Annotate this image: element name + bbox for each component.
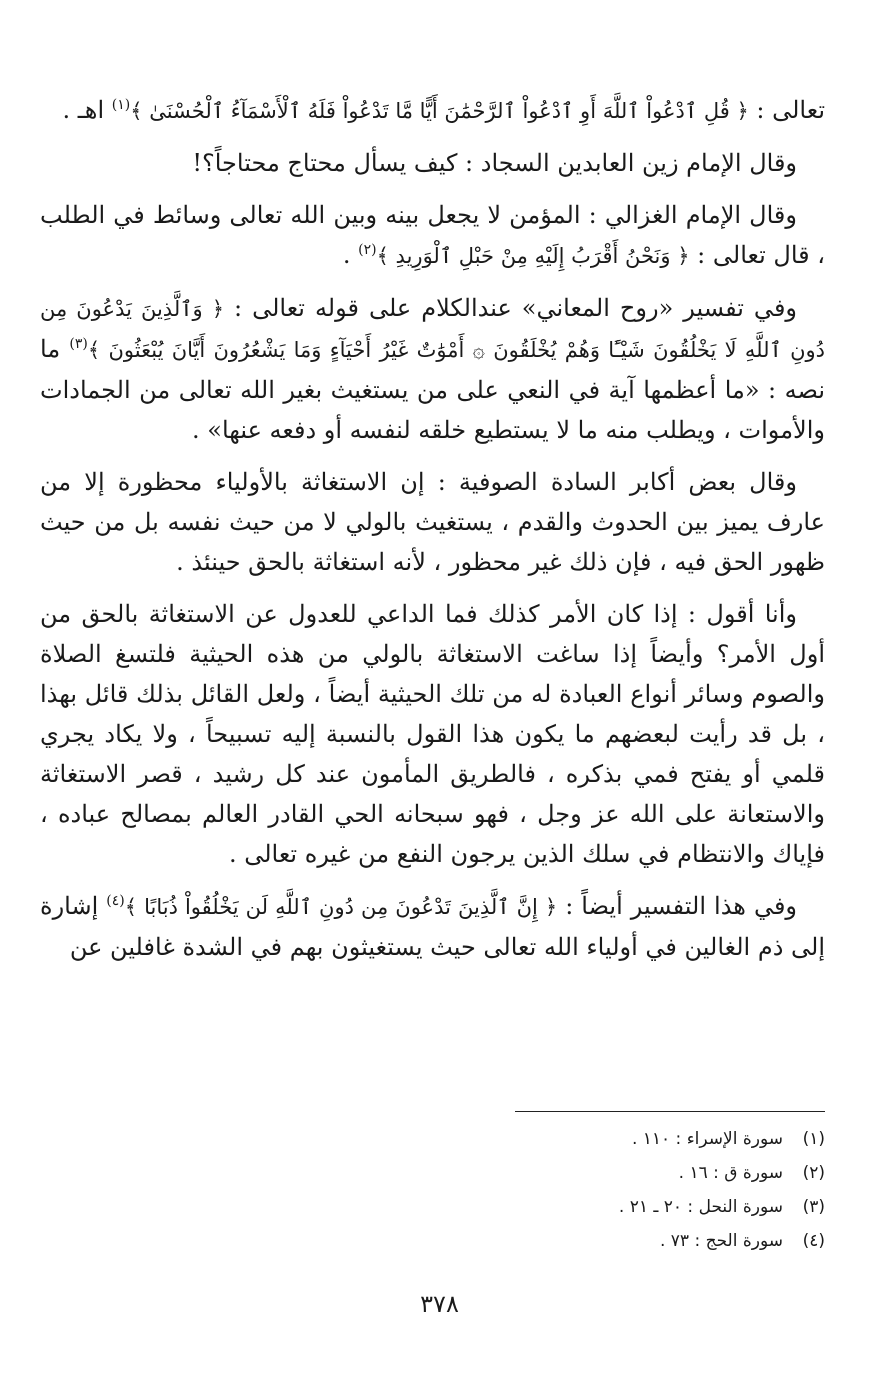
paragraph-text: وقال الإمام الغزالي : المؤمن لا يجعل بينه وبين الله تعالى وسائط في الطلب ، قال تعالى :	[40, 201, 825, 269]
footnote-item	[400, 1190, 825, 1224]
footnotes	[400, 1122, 825, 1258]
paragraph	[40, 594, 825, 874]
footnote-reference: (٢)	[358, 242, 377, 258]
footnote-text: سورة الإسراء : ١١٠ .	[631, 1129, 783, 1149]
footnote-reference: (١)	[111, 97, 131, 113]
paragraph-text: .	[342, 241, 359, 269]
paragraph-text: وأنا أقول : إذا كان الأمر كذلك فما الداعي للعدول عن الاستغاثة بالحق من أول الأمر؟ وأيضاً إذا ساغت الاستغاثة بالولي من هذه الحيثية فلتسغ الصلاة والصوم وسائر أنواع العبادة له من تلك الحيثية أيضاً ، ولعل القائل بذلك قائل بهذا ، بل قد رأيت لبعضهم ما يكون هذا القول بالنسبة إليه تسبيحاً ، ولا يكاد يجري قلمي أو يفتح فمي بذكره ، فالطريق المأمون عند كل رشيد ، قصر الاستغاثة والاستعانة على الله عز وجل ، فهو سبحانه الحي القادر العالم بمصالح عباده ، فإياك والانتظام في سلك الذين يرجون النفع من غيره تعالى .	[40, 600, 826, 868]
paragraph-text: اهـ .	[62, 96, 112, 124]
paragraph-text: وفي تفسير «روح المعاني» عندالكلام على قوله تعالى :	[224, 294, 798, 322]
footnote-text: سورة الحج : ٧٣ .	[659, 1231, 783, 1251]
paragraph	[40, 143, 825, 183]
paragraph-text: وفي هذا التفسير أيضاً :	[557, 892, 798, 920]
footnote-number: (١)	[802, 1129, 825, 1149]
footnote-number: (٤)	[802, 1231, 825, 1251]
body-text	[40, 90, 825, 979]
footnote-text: سورة ق : ١٦ .	[678, 1163, 783, 1183]
footnote-reference: (٤)	[106, 893, 125, 909]
paragraph	[40, 288, 825, 450]
quran-verse: ﴿ إِنَّ ٱلَّذِينَ تَدْعُونَ مِن دُونِ ٱللَّهِ لَن يَخْلُقُواْ ذُبَابًا ﴾	[124, 895, 558, 919]
quran-verse: ﴿ وَٱلَّذِينَ يَدْعُونَ مِن دُونِ ٱللَّهِ لَا يَخْلُقُونَ شَيْـًٔا وَهُمْ يُخْلَقُونَ ۞ أَمْوَٰتٌ غَيْرُ أَحْيَآءٍ وَمَا يَشْعُرُونَ أَيَّانَ يُبْعَثُونَ ﴾	[40, 297, 826, 362]
paragraph-text: وقال بعض أكابر السادة الصوفية : إن الاستغاثة بالأولياء محظورة إلا من عارف يميز بين الحدوث والقدم ، يستغيث بالولي لا من حيث نفسه بل من حيث ظهور الحق فيه ، فإن ذلك غير محظور ، لأنه استغاثة بالحق حينئذ .	[40, 468, 825, 576]
footnote-number: (٣)	[802, 1197, 825, 1217]
paragraph	[40, 90, 825, 131]
footnote-number: (٢)	[802, 1163, 825, 1183]
paragraph-text: إشارة إلى ذم الغالين في أولياء الله تعالى حيث يستغيثون بهم في الشدة غافلين عن	[40, 892, 825, 961]
footnote-text: سورة النحل : ٢٠ ـ ٢١ .	[618, 1197, 783, 1217]
paragraph-text: تعالى :	[748, 96, 825, 124]
footnote-item	[400, 1224, 825, 1258]
paragraph	[40, 195, 825, 276]
footnote-divider	[515, 1111, 825, 1112]
quran-verse: ﴿ وَنَحْنُ أَقْرَبُ إِلَيْهِ مِنْ حَبْلِ ٱلْوَرِيدِ ﴾	[376, 244, 690, 268]
paragraph	[40, 462, 825, 582]
footnote-item	[400, 1122, 825, 1156]
paragraph	[40, 886, 825, 967]
quran-verse: ﴿ قُلِ ٱدْعُواْ ٱللَّهَ أَوِ ٱدْعُواْ ٱلرَّحْمَٰنَ أَيًّا مَّا تَدْعُواْ فَلَهُ ٱلْأَسْمَآءُ ٱلْحُسْنَىٰ ﴾	[130, 99, 749, 123]
paragraph-text: وقال الإمام زين العابدين السجاد : كيف يسأل محتاج محتاجاً؟!	[192, 149, 797, 177]
footnote-item	[400, 1156, 825, 1190]
page-number: ٣٧٨	[420, 1290, 459, 1318]
paragraph-text: ما نصه : «ما أعظمها آية في النعي على من يستغيث بغير الله تعالى من الجمادات والأموات ، ويطلب منه ما لا يستطيع خلقه لنفسه أو دفعه عنها» .	[40, 335, 825, 444]
footnote-reference: (٣)	[69, 336, 88, 352]
